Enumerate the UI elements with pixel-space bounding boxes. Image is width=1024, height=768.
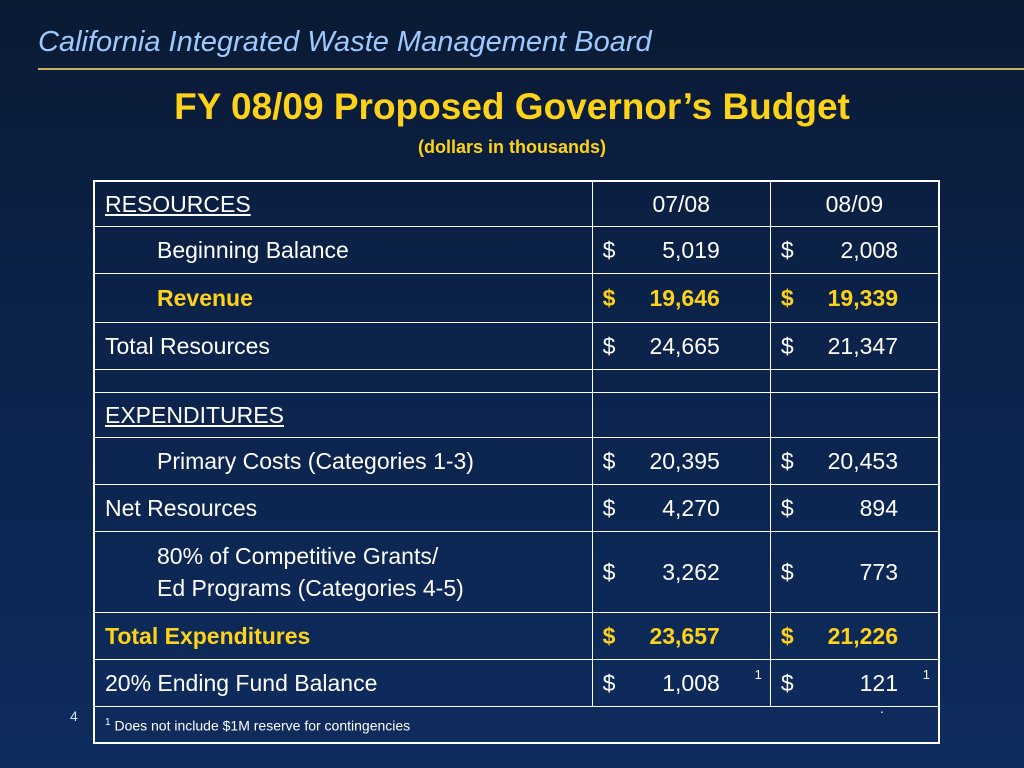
table-row	[94, 660, 939, 707]
table-row	[94, 485, 939, 532]
organization-title: California Integrated Waste Management Board	[38, 26, 652, 58]
table-header-row	[94, 181, 939, 227]
row-label-beginning-balance: Beginning Balance	[94, 227, 592, 274]
resources-header: RESOURCES	[94, 181, 592, 227]
value-cell: $ 20,453	[770, 438, 939, 485]
value-cell: $ 5,019	[592, 227, 770, 274]
value-cell: $ 894	[770, 485, 939, 532]
value-cell: $ 2,008	[770, 227, 939, 274]
footnote-marker: 1	[754, 667, 762, 682]
budget-table	[93, 180, 940, 744]
table-row	[94, 438, 939, 485]
table-row	[94, 393, 939, 438]
value-cell: $ 20,395	[592, 438, 770, 485]
value-cell: $ 19,339	[770, 274, 939, 323]
table-row	[94, 323, 939, 370]
value-cell: $ 4,270	[592, 485, 770, 532]
row-label-primary-costs: Primary Costs (Categories 1-3)	[94, 438, 592, 485]
row-label-total-expenditures: Total Expenditures	[94, 613, 592, 660]
row-label-revenue: Revenue	[94, 274, 592, 323]
footnote-row	[94, 707, 939, 743]
spacer-row	[94, 370, 939, 393]
table-row	[94, 613, 939, 660]
value-cell: $ 773	[770, 532, 939, 613]
value-cell: $ 21,347	[770, 323, 939, 370]
row-label-total-resources: Total Resources	[94, 323, 592, 370]
row-label-grants: 80% of Competitive Grants/ Ed Programs (Categories 4-5)	[94, 532, 592, 613]
value-cell: $ 1,008 1	[592, 660, 770, 707]
slide-title: FY 08/09 Proposed Governor’s Budget	[174, 86, 850, 127]
value-cell: $ 19,646	[592, 274, 770, 323]
value-cell: $ 21,226	[770, 613, 939, 660]
value-cell: $ 24,665	[592, 323, 770, 370]
value-cell: $ 23,657	[592, 613, 770, 660]
footnote-marker: 1	[922, 667, 930, 682]
table-row	[94, 227, 939, 274]
table-row	[94, 532, 939, 613]
stray-dot: .	[880, 700, 884, 716]
value-cell: $ 3,262	[592, 532, 770, 613]
title-divider	[38, 68, 1024, 70]
col-0708-header: 07/08	[592, 181, 770, 227]
slide-subtitle: (dollars in thousands)	[417, 137, 606, 157]
row-label-ending-fund: 20% Ending Fund Balance	[94, 660, 592, 707]
table-row	[94, 274, 939, 323]
col-0809-header: 08/09	[770, 181, 939, 227]
page-number: 4	[70, 708, 78, 724]
value-cell: $ 121 1	[770, 660, 939, 707]
footnote: $^1$ Does not include $1M reserve for contingencies	[94, 707, 939, 743]
expenditures-header: EXPENDITURES	[94, 393, 592, 438]
row-label-net-resources: Net Resources	[94, 485, 592, 532]
